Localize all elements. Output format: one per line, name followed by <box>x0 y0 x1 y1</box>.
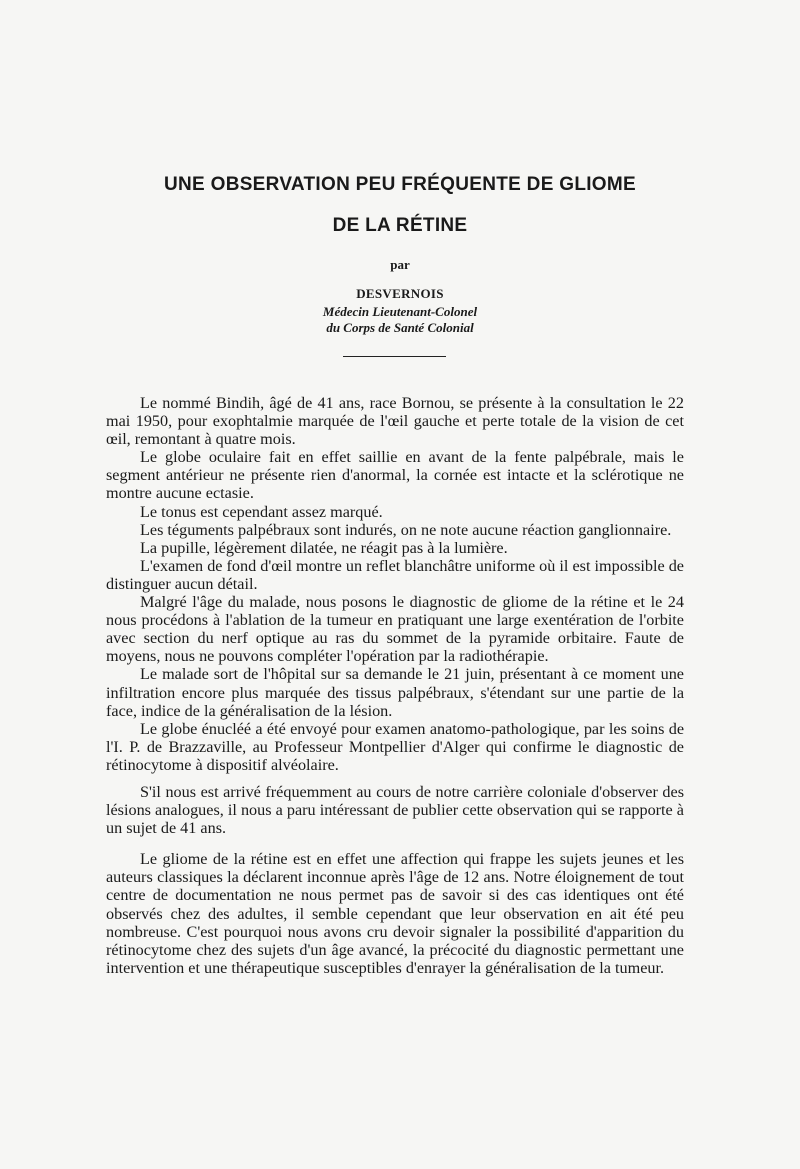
paragraph-conclusion: Le gliome de la rétine est en effet une affection qui frappe les sujets jeunes et les auteurs classiques la déclarent inconnue après l'âge de 12 ans. Notre éloignement de tout centre de documentation ne nous permet pas de savoir si des cas identiques ont été observés chez des adultes, il semble cependant que leur observation en ait été peu nombreuse. C'est pourquoi nous avons cru devoir signaler la possibilité d'apparition du rétinocytome chez des sujets d'un âge avancé, la précocité du diagnostic permettant une intervention et une thérapeutique susceptibles d'enrayer la généralisation de la tumeur. <box>106 850 684 977</box>
author-affiliation-corps: du Corps de Santé Colonial <box>326 320 474 335</box>
article-title-line-1: UNE OBSERVATION PEU FRÉQUENTE DE GLIOME <box>164 174 636 195</box>
paragraph-anatomo-pathologie: Le globe énucléé a été envoyé pour examen anatomo-pathologique, par les soins de l'I. P. de Brazzaville, au Professeur Montpellier d'Alger qui confirme le diagnostic de rétinocytome à dispositif alvéolaire. <box>106 719 684 774</box>
paragraph-tonus: Le tonus est cependant assez marqué. <box>140 502 383 521</box>
byline-par: par <box>390 257 410 272</box>
article-title-line-2: DE LA RÉTINE <box>332 215 468 236</box>
author-name: DESVERNOIS <box>356 286 444 301</box>
title-separator-rule <box>343 356 446 357</box>
author-affiliation-rank: Médecin Lieutenant-Colonel <box>322 304 478 319</box>
article-body <box>106 394 684 977</box>
paragraph-teguments: Les téguments palpébraux sont indurés, on ne note aucune réaction ganglionnaire. <box>140 520 672 539</box>
paragraph-fond-oeil: L'examen de fond d'œil montre un reflet blanchâtre uniforme où il est impossible de distinguer aucun détail. <box>106 556 684 593</box>
paragraph-presentation: Le nommé Bindih, âgé de 41 ans, race Bornou, se présente à la consultation le 22 mai 1950, pour exophtalmie marquée de l'œil gauche et perte totale de la vision de cet œil, remontant à quatre mois. <box>106 394 684 449</box>
paragraph-diagnostic: Malgré l'âge du malade, nous posons le diagnostic de gliome de la rétine et le 24 nous procédons à l'ablation de la tumeur en pratiquant une large exentération de l'orbite avec section du nerf optique au ras du sommet de la pyramide orbitaire. Faute de moyens, nous ne pouvons compléter l'opération par la radiothérapie. <box>106 593 684 666</box>
paragraph-globe: Le globe oculaire fait en effet saillie en avant de la fente palpébrale, mais le segment antérieur ne présente rien d'anormal, la cornée est intacte et la sclérotique ne montre aucune ectasie. <box>106 448 684 503</box>
paragraph-interet: S'il nous est arrivé fréquemment au cours de notre carrière coloniale d'observer des lésions analogues, il nous a paru intéressant de publier cette observation qui se rapporte à un sujet de 41 ans. <box>106 782 684 838</box>
paragraph-sortie: Le malade sort de l'hôpital sur sa demande le 21 juin, présentant à ce moment une infiltration encore plus marquée des tissus palpébraux, s'étendant sur une partie de la face, indice de la généralisation de la lésion. <box>106 665 684 720</box>
paragraph-pupille: La pupille, légèrement dilatée, ne réagit pas à la lumière. <box>140 538 508 557</box>
